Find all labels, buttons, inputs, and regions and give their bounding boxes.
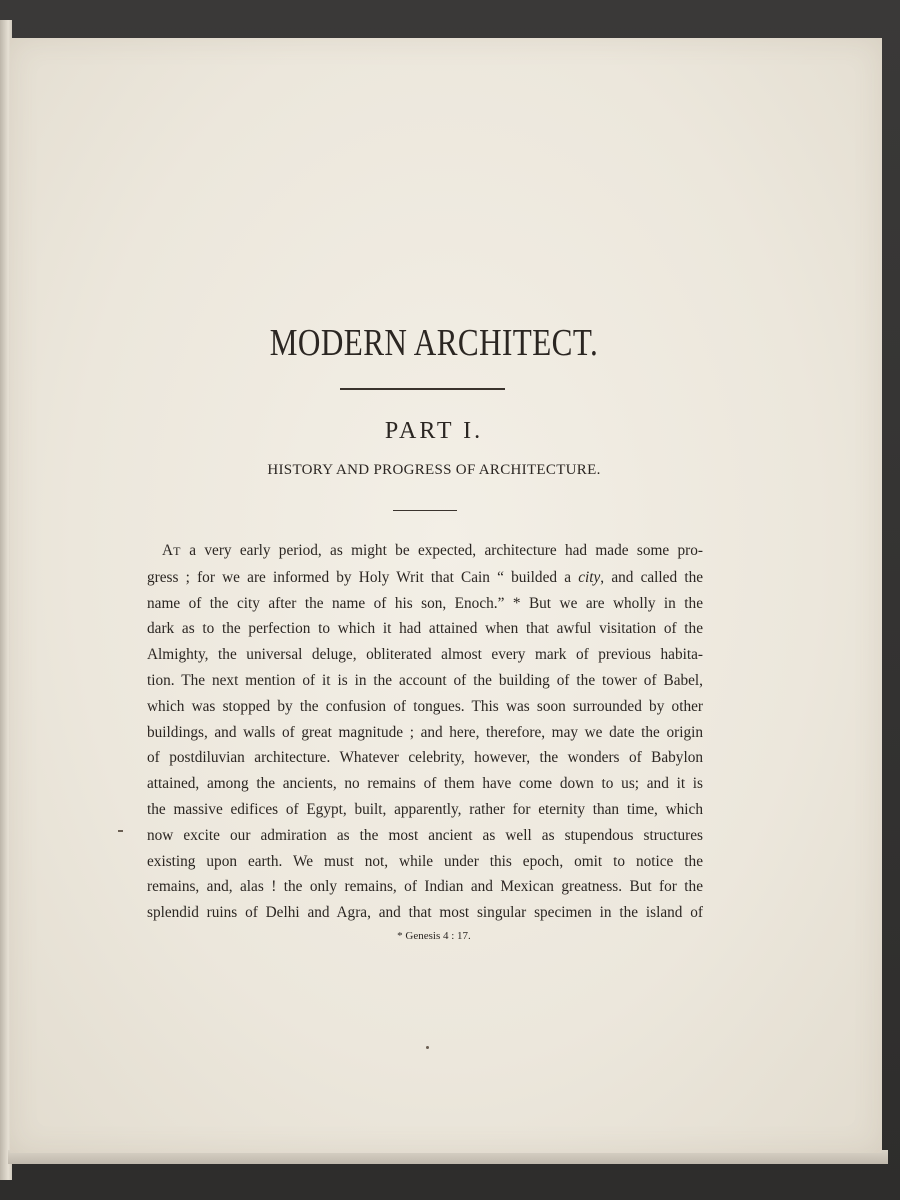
part-subtitle: HISTORY AND PROGRESS OF ARCHITECTURE. [267,462,601,478]
body-line: attained, among the ancients, no remains of them have come down to us; and it is [147,775,703,793]
opening-word: AT [162,542,181,559]
body-line: the massive edifices of Egypt, built, apparently, rather for eternity than time, which [147,800,703,818]
body-line: now excite our admiration as the most ancient as well as stupendous structures [147,826,703,844]
footnote: * Genesis 4 : 17. [397,930,471,942]
body-line: name of the city after the name of his son, Enoch.” * But we are wholly in the [147,594,703,612]
part-heading: PART I. [384,418,484,444]
body-line: of postdiluvian architecture. Whatever celebrity, however, the wonders of Babylon [147,749,703,767]
section-divider [393,510,457,511]
body-line: gress ; for we are informed by Holy Writ that Cain “ builded a city, and called the [147,568,704,586]
body-line: Almighty, the universal deluge, obliterated almost every mark of previous habita- [147,646,703,664]
paper-speck [118,830,123,832]
body-line: which was stopped by the confusion of tongues. This was soon surrounded by other [147,697,703,715]
body-line: AT a very early period, as might be expected, architecture had made some pro- [162,542,703,559]
title-divider [340,388,505,390]
body-paragraph [147,538,703,926]
body-line: remains, and, alas ! the only remains, of Indian and Mexican greatness. But for the [147,878,703,896]
paper-speck [426,1046,429,1049]
book-page [10,38,882,1153]
body-line: splendid ruins of Delhi and Agra, and that most singular specimen in the island of [147,904,703,922]
body-line: existing upon earth. We must not, while under this epoch, omit to notice the [147,852,703,870]
body-line: dark as to the perfection to which it had attained when that awful visitation of the [147,620,703,638]
body-line: tion. The next mention of it is in the account of the building of the tower of Babel, [147,671,703,689]
body-line: buildings, and walls of great magnitude ; and here, therefore, may we date the origin [147,723,703,741]
book-title: MODERN ARCHITECT. [269,322,599,364]
